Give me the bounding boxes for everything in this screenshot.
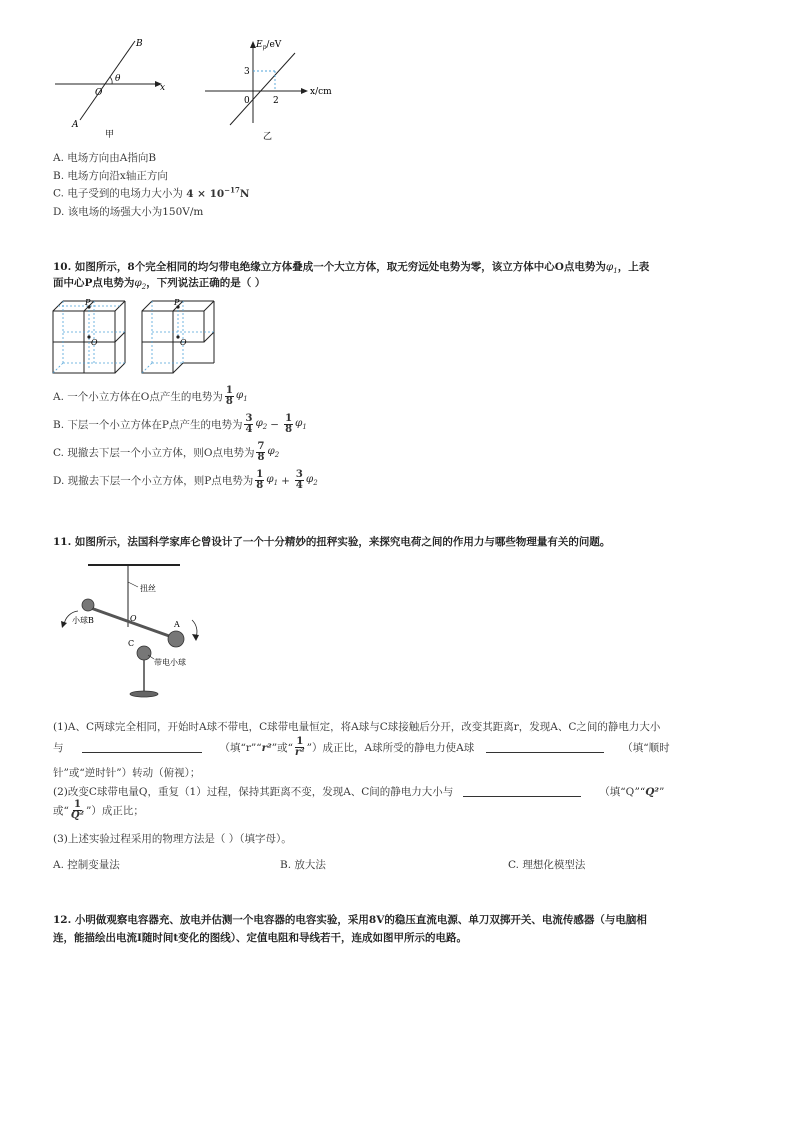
q10-stem-line1: 10. 如图所示，8个完全相同的均匀带电绝缘立方体叠成一个大立方体，取无穷远处电势为零，该立方体中心O点电势为$\varphi_1$，上表 xyxy=(53,261,650,276)
label-theta: θ xyxy=(115,74,121,84)
caption-jia: 甲 xyxy=(105,130,115,140)
ball-b xyxy=(82,599,94,611)
figure-jia xyxy=(50,35,175,140)
q9-option-c xyxy=(53,185,249,201)
label-p-right: P xyxy=(174,298,180,307)
q9-option-c-value: $4 \times 10^{-17}N$ xyxy=(186,185,250,200)
q11-option-a: A. 控制变量法 xyxy=(53,859,120,871)
label-a: A xyxy=(72,120,79,130)
stand-base xyxy=(130,691,158,697)
q11-part1-line2: 与 （填“r”“ r² ”或“ $\frac{1}{\text{r²}}$ ”）成正比，A球所受的静电力使A球 （填“顺时 xyxy=(53,736,670,758)
label-o: O xyxy=(95,88,103,98)
tick-2: 2 xyxy=(273,96,279,106)
q10-option-c: C. 现撤去下层一个小立方体，则O点电势为 $\frac{7}{8}$ $\varphi_2$ xyxy=(53,441,280,463)
caption-yi: 乙 xyxy=(263,132,273,142)
ball-a xyxy=(168,631,184,647)
figure-yi xyxy=(200,33,350,145)
wire-pointer xyxy=(128,582,138,587)
rotation-arrowhead-right xyxy=(192,634,199,641)
q9-option-b: B. 电场方向沿x轴正方向 xyxy=(53,170,168,182)
q11-part3: (3)上述实验过程采用的物理方法是（ ）（填字母）。 xyxy=(53,833,292,845)
q10-stem-line2: 面中心P点电势为$\varphi_2$，下列说法正确的是（ ） xyxy=(53,277,266,292)
blank-3[interactable] xyxy=(463,786,581,797)
frac-3-4: $\frac{3}{4}$ xyxy=(295,469,303,491)
label-p-left: P xyxy=(85,298,91,307)
frac-3-4: $\frac{3}{4}$ xyxy=(245,413,253,435)
label-b: B xyxy=(136,39,143,49)
q10-option-d: D. 现撤去下层一个小立方体，则P点电势为 $\frac{1}{8}$ $\varphi_1$ + $\frac{3}{4}$ $\varphi_2$ xyxy=(53,469,318,491)
q10-option-a: A. 一个小立方体在O点产生的电势为 $\frac{1}{8}$ $\varphi_1$ xyxy=(53,385,248,407)
label-niusi: 扭丝 xyxy=(140,584,156,593)
q12-stem-line2: 连，能描绘出电流I随时间t变化的图线）、定值电阻和导线若干，连成如图甲所示的电路。 xyxy=(53,932,468,944)
figure-cubes xyxy=(50,297,230,379)
q11-option-c: C. 理想化模型法 xyxy=(508,859,586,871)
rod xyxy=(88,607,172,637)
rotation-arrowhead-left xyxy=(61,621,67,628)
frac-1-8: $\frac{1}{8}$ xyxy=(225,385,233,407)
tick-3: 3 xyxy=(244,67,250,77)
q9-option-a: A. 电场方向由A指向B xyxy=(53,152,157,164)
frac-7-8: $\frac{7}{8}$ xyxy=(257,441,265,463)
ep-line xyxy=(230,53,295,125)
line-ab xyxy=(80,41,135,120)
label-a: A xyxy=(174,620,180,629)
q11-part1-line1: (1)A、C两球完全相同，开始时A球不带电，C球带电量恒定，将A球与C球接触后分开，改变其距离r，发现A、C之间的静电力大小 xyxy=(53,721,661,733)
origin-label: 0 xyxy=(244,96,250,106)
label-ball-b: 小球B xyxy=(72,616,94,625)
q11-part1-line3: 针”或“逆时针”）转动（俯视）； xyxy=(53,767,201,779)
frac-1-8: $\frac{1}{8}$ xyxy=(285,413,293,435)
label-o-right: O xyxy=(180,338,187,347)
q11-stem: 11. 如图所示，法国科学家库仑曾设计了一个十分精妙的扭秤实验，来探究电荷之间的作用力与哪些物理量有关的问题。 xyxy=(53,536,611,548)
q11-part2-line2: 或“ $\frac{1}{\text{Q²}}$ ”）成正比； xyxy=(53,799,144,821)
label-c: C xyxy=(128,639,135,648)
q10-option-b: B. 下层一个小立方体在P点产生的电势为 $\frac{3}{4}$ $\varphi_2$ − $\frac{1}{8}$ $\varphi_1$ xyxy=(53,413,307,435)
q9-option-d: D. 该电场的场强大小为150V/m xyxy=(53,206,204,218)
label-o: O xyxy=(130,614,137,623)
label-x: x xyxy=(160,83,166,93)
x-axis-arrow xyxy=(301,88,308,94)
theta-arc xyxy=(110,77,112,84)
frac-1-8: $\frac{1}{8}$ xyxy=(256,469,264,491)
label-o-left: O xyxy=(91,338,98,347)
ball-c xyxy=(137,646,151,660)
frac-1-r2: $\frac{1}{\text{r²}}$ xyxy=(295,736,305,758)
q11-part2-line1: (2)改变C球带电量Q，重复（1）过程，保持其距离不变，发现A、C间的静电力大小与 （填“Q”“ Q² ” xyxy=(53,785,665,798)
q11-option-b: B. 放大法 xyxy=(280,859,326,871)
q9-option-c-text: C. 电子受到的电场力大小为 xyxy=(53,187,183,200)
frac-1-q2: $\frac{1}{\text{Q²}}$ xyxy=(70,799,84,821)
q12-stem-line1: 12. 小明做观察电容器充、放电并估测一个电容器的电容实验，采用8V的稳压直流电源、单刀双掷开关、电流传感器（与电脑相 xyxy=(53,914,647,926)
x-label: x/cm xyxy=(310,87,332,97)
blank-1[interactable] xyxy=(82,742,202,753)
blank-2[interactable] xyxy=(486,742,604,753)
y-label: $E_p/eV$ xyxy=(256,40,282,51)
label-charged-ball: 带电小球 xyxy=(154,658,186,667)
figure-torsion-balance xyxy=(50,555,225,710)
